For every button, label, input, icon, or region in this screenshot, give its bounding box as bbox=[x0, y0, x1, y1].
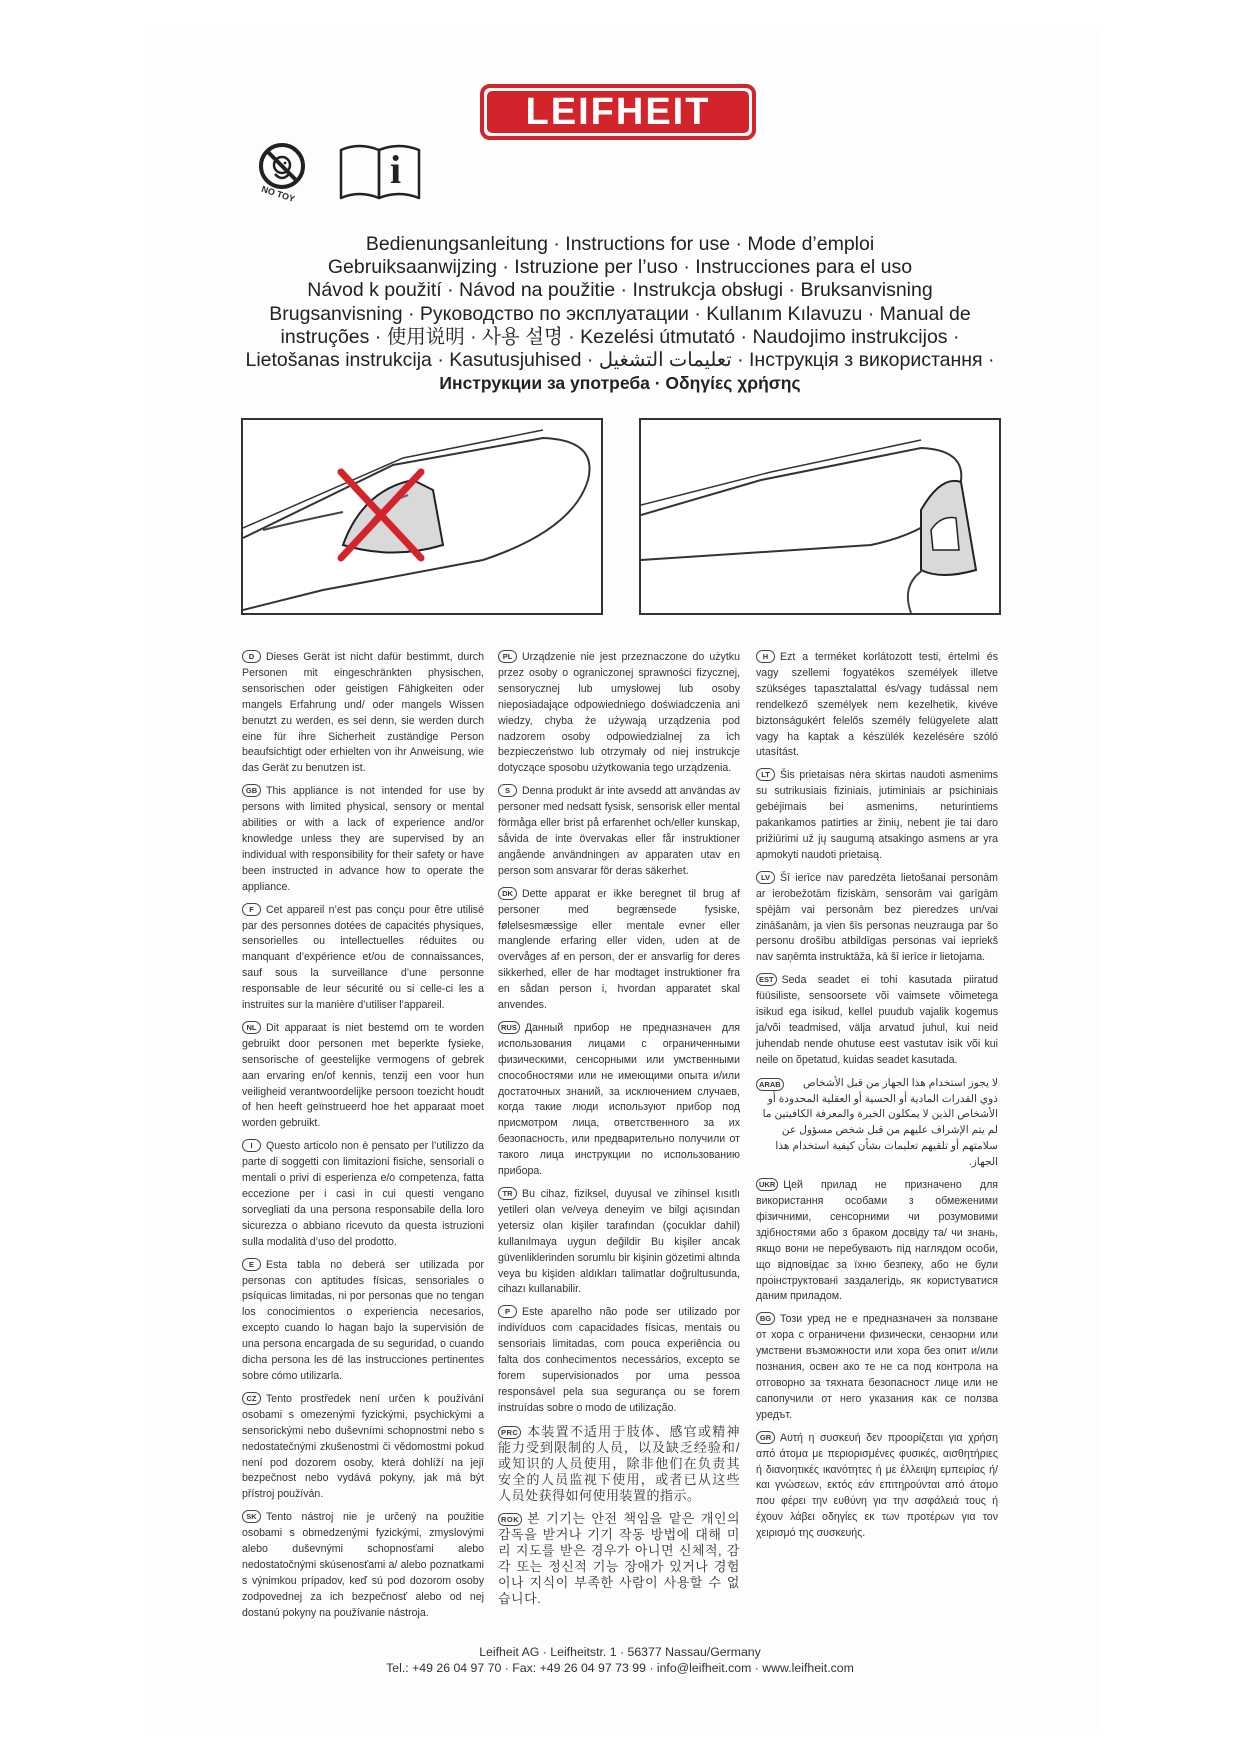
warning-text: Dit apparaat is niet bestemd om te worden gebruikt door personen met beperkte fysieke, sensorische of geestelijke vermogens of gebrek aan ervaring en/of kennis, tenzij een voor hun veiligheid verantwoordelijke persoon toezicht houdt of hen heeft geïnstrueerd hoe het apparaat moet worden gebruikt. bbox=[242, 1021, 484, 1130]
warning-text: Šis prietaisas nėra skirtas naudoti asmenims su sutrikusiais fiziniais, jutiminiais ar psichiniais gebėjimais bei asmenims, neturintiems pakankamos patirties ar žinių, nebent jie tai daro prižiūrimi už jų saugumą atsakingo asmens ar yra apmokyti naudoti prietaisą. bbox=[756, 769, 998, 861]
language-code-badge: DK bbox=[498, 887, 517, 900]
language-code-badge: NL bbox=[242, 1021, 261, 1034]
language-code-badge: SK bbox=[242, 1510, 261, 1523]
language-code-badge: EST bbox=[756, 973, 777, 986]
info-letter: i bbox=[390, 147, 402, 192]
language-code-badge: PRC bbox=[498, 1426, 521, 1439]
footer-address: Leifheit AG · Leifheitstr. 1 · 56377 Nassau/Germany bbox=[479, 1645, 761, 1659]
warning-text: Šī ierīce nav paredzēta lietošanai personām ar ierobežotām fiziskām, sensorām vai garīgām spējām vai personām bez pieredzes un/vai zināšanām, ja vien šīs personas neuzrauga par šo personu drošību atbildīgas personas vai iepriekš nav saņēmta instruktāža, kā šī ierīce ir lietojama. bbox=[756, 871, 998, 964]
language-code-badge: CZ bbox=[242, 1392, 261, 1405]
warning-text: Urządzenie nie jest przeznaczone do użytku przez osoby o ograniczonej sprawności fizycznej, sensorycznej lub umysłowej lub osoby nieposiadające odpowiedniego doświadczenia ani wiedzy, chyba że używają urządzenia pod nadzorem osoby odpowiedzialnej za ich bezpieczeństwo lub otrzymały od niej instrukcje dotyczące sposobu użytkowania tego urządzenia. bbox=[498, 651, 740, 775]
language-code-badge: S bbox=[498, 784, 517, 797]
no-toy-label: NO TOY bbox=[260, 183, 297, 205]
title-line: Gebruiksaanwijzing · Istruzione per l’uso · Instrucciones para el uso bbox=[327, 256, 913, 279]
warning-text: Seda seadet ei tohi kasutada piiratud füüsiliste, sensoorsete või vaimsete võimetega isikud ega isikud, kellel puudub vajalik kogemus ja/või teadmised, välja arvatud juhul, kui neid juhendab nende ohutuse eest vastutav isik või kui neile on õpetatud, kuidas seadet kasutada. bbox=[756, 974, 998, 1066]
warning-text: Questo articolo non è pensato per l’utilizzo da parte di soggetti con limitazioni fisiche, sensoriali o mentali o privi di esperienza e/o competenza, fatta eccezione per i casi in cui questi vengano sorvegliati da una persona responsabile della loro sicurezza o abbiano ricevuto da questa istruzioni sulla modalità d’uso del prodotto. bbox=[242, 1140, 484, 1248]
warning-paragraph bbox=[756, 973, 998, 1068]
warning-paragraph bbox=[756, 1178, 998, 1305]
warning-text: Този уред не е предназначен за ползване от хора с ограничени физически, сензорни или умствени възможности или хора без опит и/или познания, освен ако те не са под контрола на отговорно за тяхната безопасност лице или не сапопучили от него указания как се ползва уредът. bbox=[756, 1313, 998, 1421]
title-line: Lietošanas instrukcija · Kasutusjuhised · تعليمات التشغيل · Інструкція з використання · bbox=[245, 349, 995, 372]
warning-paragraph bbox=[498, 1021, 740, 1180]
title-line: Инструкции за употреба · Οδηγίες χρήσης bbox=[439, 373, 801, 394]
language-code-badge: D bbox=[242, 650, 261, 663]
warning-text: لا يجوز استخدام هذا الجهاز من قبل الأشخاص ذوي القدرات المادية أو الحسية أو العقلية المحدودة أو الأشخاص الذين لا يمكلون الخبرة والمعرفة الكافيتين ما لم يتم الإشراف عليهم من قبل شخص مسؤول عن سلامتهم أو تلقيهم تعليمات بشأن كيفية استخدام هذا الجهاز. bbox=[762, 1076, 998, 1169]
text-column-3 bbox=[756, 650, 998, 1549]
warning-text: 本装置不适用于肢体、感官或精神能力受到限制的人员，以及缺乏经验和/或知识的人员使用，除非他们在负责其安全的人员监视下使用，或者已从这些人员处获得如何使用装置的指示。 bbox=[498, 1423, 740, 1503]
language-code-badge: PL bbox=[498, 650, 517, 663]
text-column-1 bbox=[242, 650, 484, 1629]
warning-paragraph bbox=[242, 784, 484, 895]
title-line: Brugsanvisning · Руководство по эксплуатации · Kullanım Kılavuzu · Manual de bbox=[269, 302, 971, 325]
warning-paragraph bbox=[756, 871, 998, 966]
warning-paragraph bbox=[498, 1511, 740, 1607]
warning-paragraph bbox=[242, 650, 484, 777]
warning-text: Цей прилад не призначено для використання особами з обмеженими фізичними, сенсорними чи розумовими здібностями або з браком досвіду та/ чи знань, якщо вони не перебувають під наглядом особи, що відповідає за їхню безпеку, або не були проінструктовані заздалегідь, як користуватися даним приладом. bbox=[756, 1179, 998, 1303]
iron-on-board-crossed-illustration bbox=[241, 418, 603, 615]
leifheit-logo bbox=[480, 84, 756, 140]
language-code-badge: E bbox=[242, 1258, 261, 1271]
title-line: Bedienungsanleitung · Instructions for use · Mode d’emploi bbox=[365, 233, 875, 255]
footer-contact: Tel.: +49 26 04 97 70 · Fax: +49 26 04 97 73 99 · info@leifheit.com · www.leifheit.com bbox=[386, 1660, 854, 1675]
no-toy-icon bbox=[255, 140, 317, 208]
warning-text: Αυτή η συσκευή δεν προορίζεται για χρήση από άτομα με περιορισμένες φυσικές, αισθητήριες ή διανοητικές ικανότητες ή με έλλειψη εμπειρίας ή/και γνώσεων, εκτός εάν επιτηρούνται από άτομο που φέρει την ευθύνη για την ασφάλειά τους ή έχουν λάβει οδηγίες εκ των προτέρων για τον χειρισμό της συσκευής. bbox=[756, 1431, 998, 1540]
language-code-badge: P bbox=[498, 1305, 517, 1318]
title-line: instruções · 使用说明 · 사용 설명 · Kezelési útmutató · Naudojimo instrukcijos · bbox=[280, 325, 960, 348]
language-code-badge: ROK bbox=[498, 1513, 522, 1526]
language-code-badge: LT bbox=[756, 768, 775, 781]
warning-text: This appliance is not intended for use by persons with limited physical, sensory or mental abilities or with a lack of experience and/or knowledge unless they are supervised by an individual with responsibility for their safety or have been instructed in advance how to operate the appliance. bbox=[242, 785, 484, 893]
language-code-badge: RUS bbox=[498, 1021, 520, 1034]
language-code-badge: I bbox=[242, 1139, 261, 1152]
warning-paragraph bbox=[242, 1139, 484, 1250]
title-block bbox=[230, 233, 1010, 395]
warning-paragraph bbox=[498, 784, 740, 879]
warning-paragraph bbox=[498, 1305, 740, 1416]
logo-text: LEIFHEIT bbox=[525, 90, 711, 133]
footer bbox=[300, 1645, 940, 1676]
warning-paragraph bbox=[242, 1392, 484, 1503]
warning-text: Dette apparat er ikke beregnet til brug af personer med begrænsede fysiske, følelsesmæssige eller mentale evner eller manglende erfaring eller viden, uden at de overvåges af en person, der er ansvarlig for deres sikkerhed, eller de har modtaget instruktioner fra en sådan person i, hvordan apparatet skal anvendes. bbox=[498, 887, 740, 1012]
warning-paragraph bbox=[756, 1312, 998, 1423]
text-column-2 bbox=[498, 650, 740, 1614]
language-code-badge: LV bbox=[756, 871, 775, 884]
warning-paragraph bbox=[756, 650, 998, 761]
warning-paragraph bbox=[498, 1424, 740, 1504]
manual-info-icon bbox=[337, 140, 423, 202]
title-line: Návod k použití · Návod na použitie · Instrukcja obsługi · Bruksanvisning bbox=[307, 279, 933, 302]
language-code-badge: BG bbox=[756, 1312, 775, 1325]
warning-paragraph bbox=[242, 903, 484, 1014]
warning-text: Tento prostředek není určen k používání osobami s omezenými fyzickými, psychickými a sensorickými nebo duševními schopnostmi nebo s nedostatečnými zkušenostmi či vědomostmi pokud není pod dozorem osoby, která dohlíží na její bezpečnost nebo vydává pokyny, jak má být přístroj používán. bbox=[242, 1392, 484, 1501]
warning-text: Dieses Gerät ist nicht dafür bestimmt, durch Personen mit eingeschränkten physischen, sensorischen oder geistigen Fähigkeiten oder mangels Erfahrung und/ oder mangels Wissen benutzt zu werden, es sei denn, sie werden durch eine für ihre Sicherheit zuständige Person beaufsichtigt oder erhielten von ihr Anweisung, wie das Gerät zu benutzen ist. bbox=[242, 651, 484, 775]
warning-paragraph bbox=[242, 1021, 484, 1132]
warning-paragraph bbox=[242, 1510, 484, 1621]
warning-text: Tento nástroj nie je určený na použitie osobami s obmedzenými fyzickými, zmyslovými alebo duševnými schopnosťami alebo nedostatočnými skúsenosťami a/ alebo poznatkami s výnimkou prípadov, keď sú pod dozorom osoby zodpovednej za ich bezpečnosť alebo od nej dostanú pokyny na používanie nástroja. bbox=[242, 1511, 484, 1619]
language-code-badge: UKR bbox=[756, 1178, 778, 1191]
language-code-badge: GR bbox=[756, 1431, 775, 1444]
language-code-badge: GB bbox=[242, 784, 261, 797]
language-code-badge: H bbox=[756, 650, 775, 663]
warning-text: Denna produkt är inte avsedd att användas av personer med nedsatt fysisk, sensorisk eller mental förmåga eller brist på erfarenhet och/eller kunskap, såvida de inte övervakas eller får instruktioner angående användningen av apparaten utav en person som ansvarar för deras säkerhet. bbox=[498, 785, 740, 877]
logo-plate bbox=[487, 91, 749, 133]
warning-paragraph bbox=[498, 1187, 740, 1298]
iron-standing-beside-board-illustration bbox=[639, 418, 1001, 615]
warning-text: Bu cihaz, fiziksel, duyusal ve zihinsel kısıtlı yetileri olan ve/veya deneyim ve bilgi açısından yetersiz olan kişiler tarafından (çocuklar dahil) kullanılmaya uygun değildir Bu kişiler ancak güvenliklerinden sorumlu bir kişinin gözetimi altında veya bu kişiden aldıkları talimatlar doğrultusunda, cihazı kullanabilir. bbox=[498, 1188, 740, 1296]
warning-text: Esta tabla no deberá ser utilizada por personas con aptitudes físicas, sensoriales o psíquicas limitadas, ni por personas que no tengan los conocimientos o experiencia necesarios, excepto cuando lo hagan bajo la supervisión de una persona encargada de su seguridad, o cuando dicha persona les dé las instrucciones pertinentes sobre cómo utilizarla. bbox=[242, 1258, 484, 1382]
warning-text: Ezt a terméket korlátozott testi, értelmi és vagy szellemi fogyatékos személyek illetve szükséges tapasztalattal és/vagy tudással nem rendelkező személyek nem kezelhetik, kivéve biztonságukért felelős személy felügyelete alatt vagy ha kaptak a készülék kezelésére szóló utasítást. bbox=[756, 651, 998, 759]
warning-paragraph bbox=[498, 887, 740, 1014]
warning-text: 본 기기는 안전 책임을 맡은 개인의 감독을 받거나 기기 작동 방법에 대해 미리 지도를 받은 경우가 아니면 신체적, 감각 또는 정신적 기능 장애가 있거나 경험이나 지식이 부족한 사람이 사용할 수 없습니다. bbox=[498, 1510, 740, 1606]
warning-paragraph bbox=[242, 1258, 484, 1385]
warning-paragraph bbox=[756, 768, 998, 863]
language-code-badge: F bbox=[242, 903, 261, 916]
language-code-badge: ARAB bbox=[756, 1078, 784, 1091]
warning-text: Данный прибор не предназначен для использования лицами с ограниченными физическими, сенсорными или умственными способностями или не имеющими опыта и/или достаточных знаний, за исключением случаев, когда такие люди используют прибор под присмотром лица, ответственного за их безопасность, или предварительно получили от такого лица инструкции по использованию прибора. bbox=[498, 1021, 740, 1178]
warning-text: Cet appareil n’est pas conçu pour être utilisé par des personnes dotées de capacités physiques, sensorielles ou intellectuelles réduites ou manquant d’expérience et/ou de connaissances, sauf sous la surveillance d’une personne responsable de leur sécurité ou si celle-ci les a instruites sur la manière d’utiliser l’appareil. bbox=[242, 903, 484, 1012]
warning-paragraph bbox=[498, 650, 740, 777]
language-code-badge: TR bbox=[498, 1187, 517, 1200]
warning-paragraph bbox=[756, 1076, 998, 1171]
warning-paragraph bbox=[756, 1431, 998, 1542]
warning-text: Este aparelho não pode ser utilizado por indivíduos com capacidades físicas, mentais ou sensoriais limitadas, com pouca experiência ou falta dos conhecimentos necessários, excepto se forem supervisionados por uma pessoa responsável pela sua segurança ou se forem instruídas sobre o modo de utilização. bbox=[498, 1306, 740, 1414]
